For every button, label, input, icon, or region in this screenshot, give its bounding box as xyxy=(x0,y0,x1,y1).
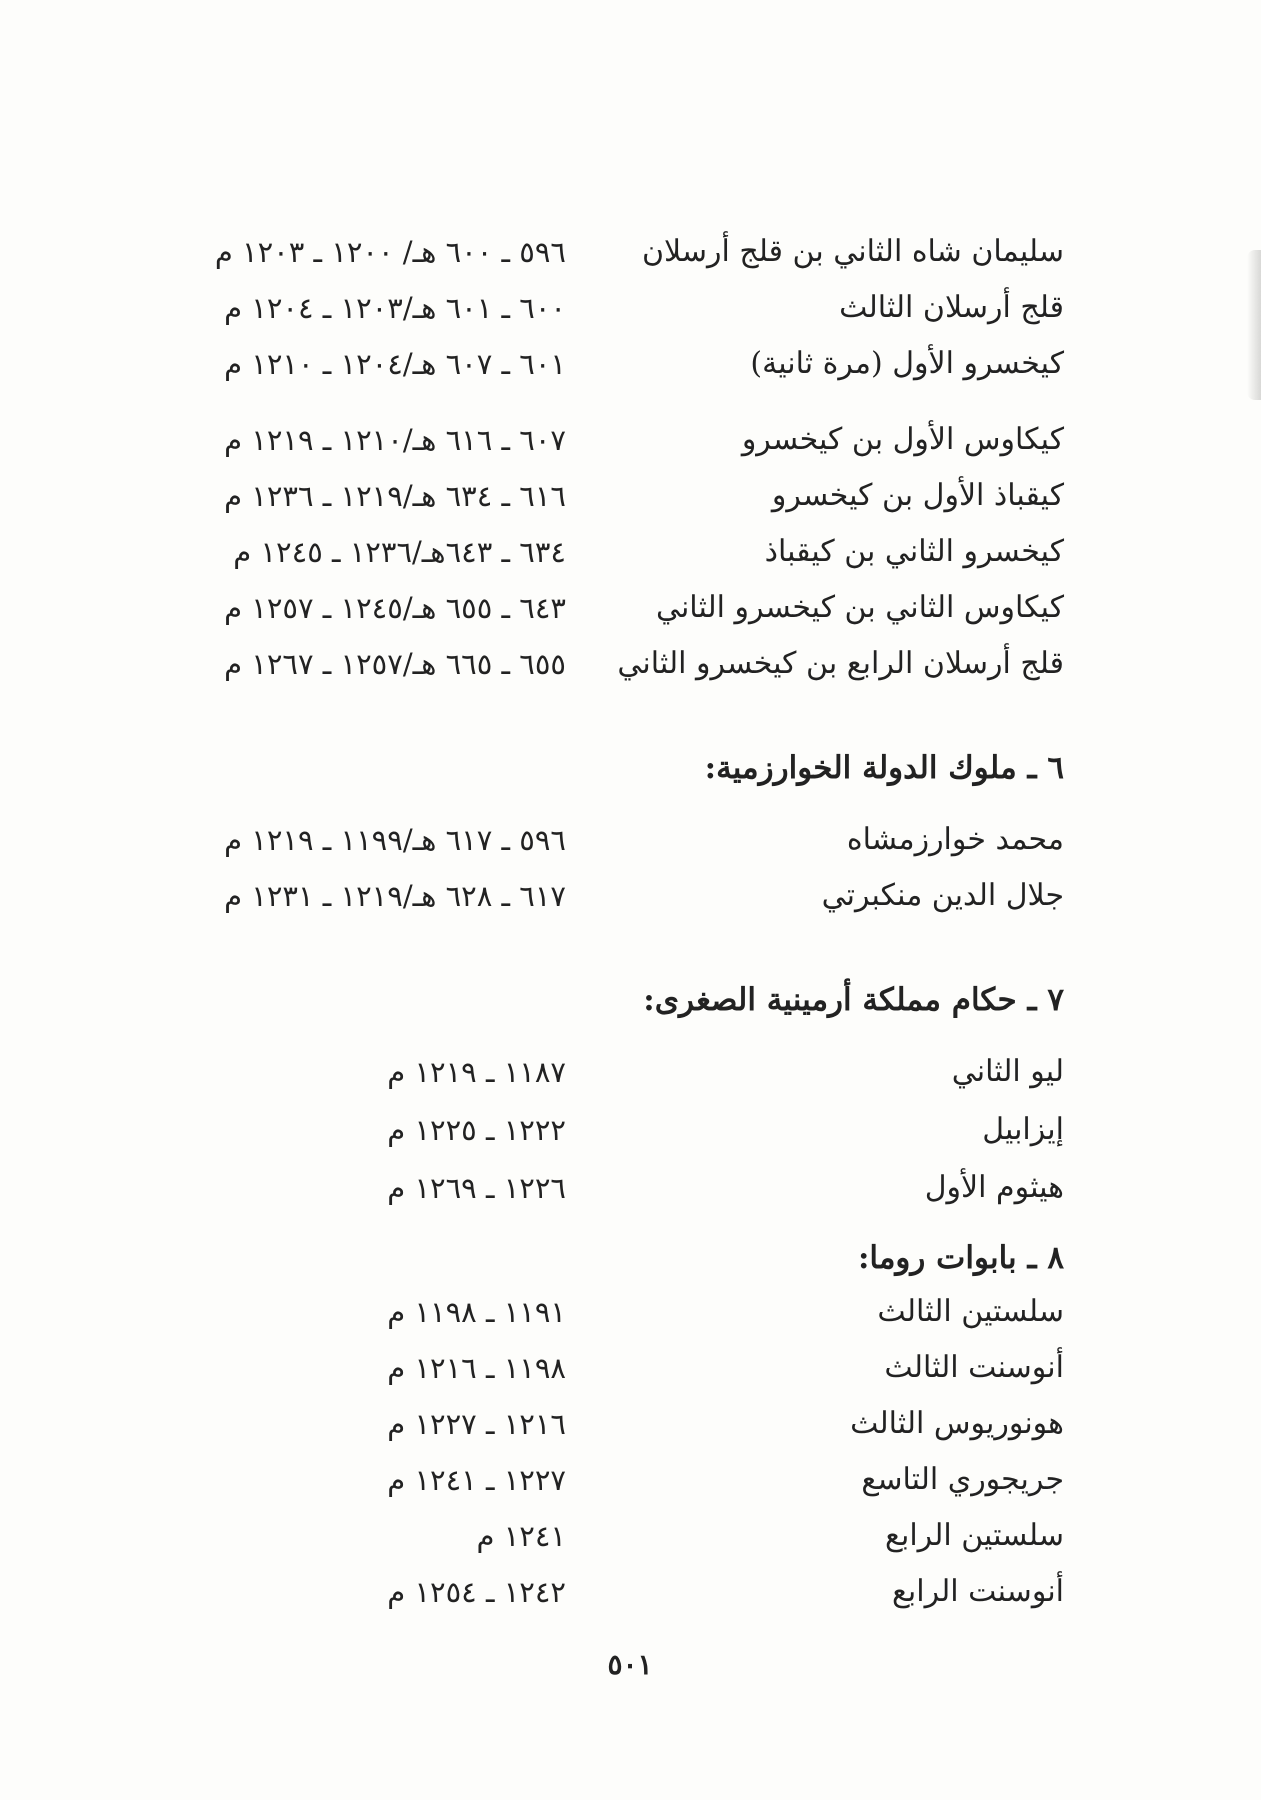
list-item xyxy=(0,1566,1261,1618)
pope-name: أنوسنت الثالث xyxy=(884,1350,1064,1385)
list-item xyxy=(0,338,1261,390)
list-item xyxy=(0,526,1261,578)
section-heading: ٨ ـ بابوات روما: xyxy=(857,1240,1064,1276)
reign-dates: ١٢٢٢ ـ ١٢٢٥ م xyxy=(387,1113,566,1147)
pope-name: سلستين الثالث xyxy=(877,1294,1064,1329)
list-item xyxy=(0,1046,1261,1098)
ruler-name: سليمان شاه الثاني بن قلج أرسلان xyxy=(641,234,1064,269)
ruler-name: إيزابيل xyxy=(982,1112,1064,1147)
list-item xyxy=(0,638,1261,690)
list-item xyxy=(0,870,1261,922)
reign-dates: ٦٠٧ ـ ٦١٦ هـ/١٢١٠ ـ ١٢١٩ م xyxy=(224,423,566,457)
reign-dates: ٦٠١ ـ ٦٠٧ هـ/١٢٠٤ ـ ١٢١٠ م xyxy=(224,347,566,381)
pope-name: أنوسنت الرابع xyxy=(891,1574,1064,1609)
list-item xyxy=(0,226,1261,278)
list-item xyxy=(0,582,1261,634)
reign-dates: ٦١٦ ـ ٦٣٤ هـ/١٢١٩ ـ ١٢٣٦ م xyxy=(224,479,566,513)
ruler-name: محمد خوارزمشاه xyxy=(846,822,1064,857)
page-number: ٥٠١ xyxy=(607,1648,653,1681)
ruler-name: هيثوم الأول xyxy=(924,1170,1064,1205)
list-item xyxy=(0,414,1261,466)
reign-dates: ٥٩٦ ـ ٦٠٠ هـ/ ١٢٠٠ ـ ١٢٠٣ م xyxy=(214,235,566,269)
reign-dates: ٦٥٥ ـ ٦٦٥ هـ/١٢٥٧ ـ ١٢٦٧ م xyxy=(224,647,566,681)
pope-name: سلستين الرابع xyxy=(885,1518,1064,1553)
list-item xyxy=(0,1510,1261,1562)
list-item xyxy=(0,1162,1261,1214)
ruler-name: قلج أرسلان الرابع بن كيخسرو الثاني xyxy=(617,646,1064,681)
list-item xyxy=(0,1342,1261,1394)
reign-dates: ٥٩٦ ـ ٦١٧ هـ/١١٩٩ ـ ١٢١٩ م xyxy=(224,823,566,857)
ruler-name: كيكاوس الثاني بن كيخسرو الثاني xyxy=(655,590,1064,625)
ruler-name: قلج أرسلان الثالث xyxy=(839,290,1064,325)
reign-dates: ١٢٤١ م xyxy=(476,1519,566,1553)
ruler-name: كيقباذ الأول بن كيخسرو xyxy=(771,478,1064,513)
list-item xyxy=(0,1454,1261,1506)
list-item xyxy=(0,1104,1261,1156)
reign-dates: ٦٤٣ ـ ٦٥٥ هـ/١٢٤٥ ـ ١٢٥٧ م xyxy=(224,591,566,625)
list-item xyxy=(0,1286,1261,1338)
ruler-name: كيخسرو الأول (مرة ثانية) xyxy=(750,346,1064,381)
ruler-name: كيكاوس الأول بن كيخسرو xyxy=(741,422,1064,457)
reign-dates: ٦٠٠ ـ ٦٠١ هـ/١٢٠٣ ـ ١٢٠٤ م xyxy=(224,291,566,325)
ruler-name: ليو الثاني xyxy=(951,1054,1064,1089)
reign-dates: ١١٨٧ ـ ١٢١٩ م xyxy=(387,1055,566,1089)
reign-dates: ١١٩٨ ـ ١٢١٦ م xyxy=(387,1351,566,1385)
ruler-name: كيخسرو الثاني بن كيقباذ xyxy=(764,534,1064,569)
pope-name: هونوريوس الثالث xyxy=(850,1406,1064,1441)
reign-dates: ٦١٧ ـ ٦٢٨ هـ/١٢١٩ ـ ١٢٣١ م xyxy=(224,879,566,913)
list-item xyxy=(0,814,1261,866)
reign-dates: ١١٩١ ـ ١١٩٨ م xyxy=(387,1295,566,1329)
reign-dates: ١٢١٦ ـ ١٢٢٧ م xyxy=(387,1407,566,1441)
section-heading: ٦ ـ ملوك الدولة الخوارزمية: xyxy=(704,750,1064,786)
list-item xyxy=(0,282,1261,334)
reign-dates: ١٢٢٧ ـ ١٢٤١ م xyxy=(387,1463,566,1497)
reign-dates: ١٢٢٦ ـ ١٢٦٩ م xyxy=(387,1171,566,1205)
ruler-name: جلال الدين منكبرتي xyxy=(821,878,1064,913)
reign-dates: ١٢٤٢ ـ ١٢٥٤ م xyxy=(387,1575,566,1609)
list-item xyxy=(0,1398,1261,1450)
pope-name: جريجوري التاسع xyxy=(861,1462,1064,1497)
section-heading: ٧ ـ حكام مملكة أرمينية الصغرى: xyxy=(643,982,1064,1018)
reign-dates: ٦٣٤ ـ ٦٤٣هـ/١٢٣٦ ـ ١٢٤٥ م xyxy=(233,535,566,569)
list-item xyxy=(0,470,1261,522)
